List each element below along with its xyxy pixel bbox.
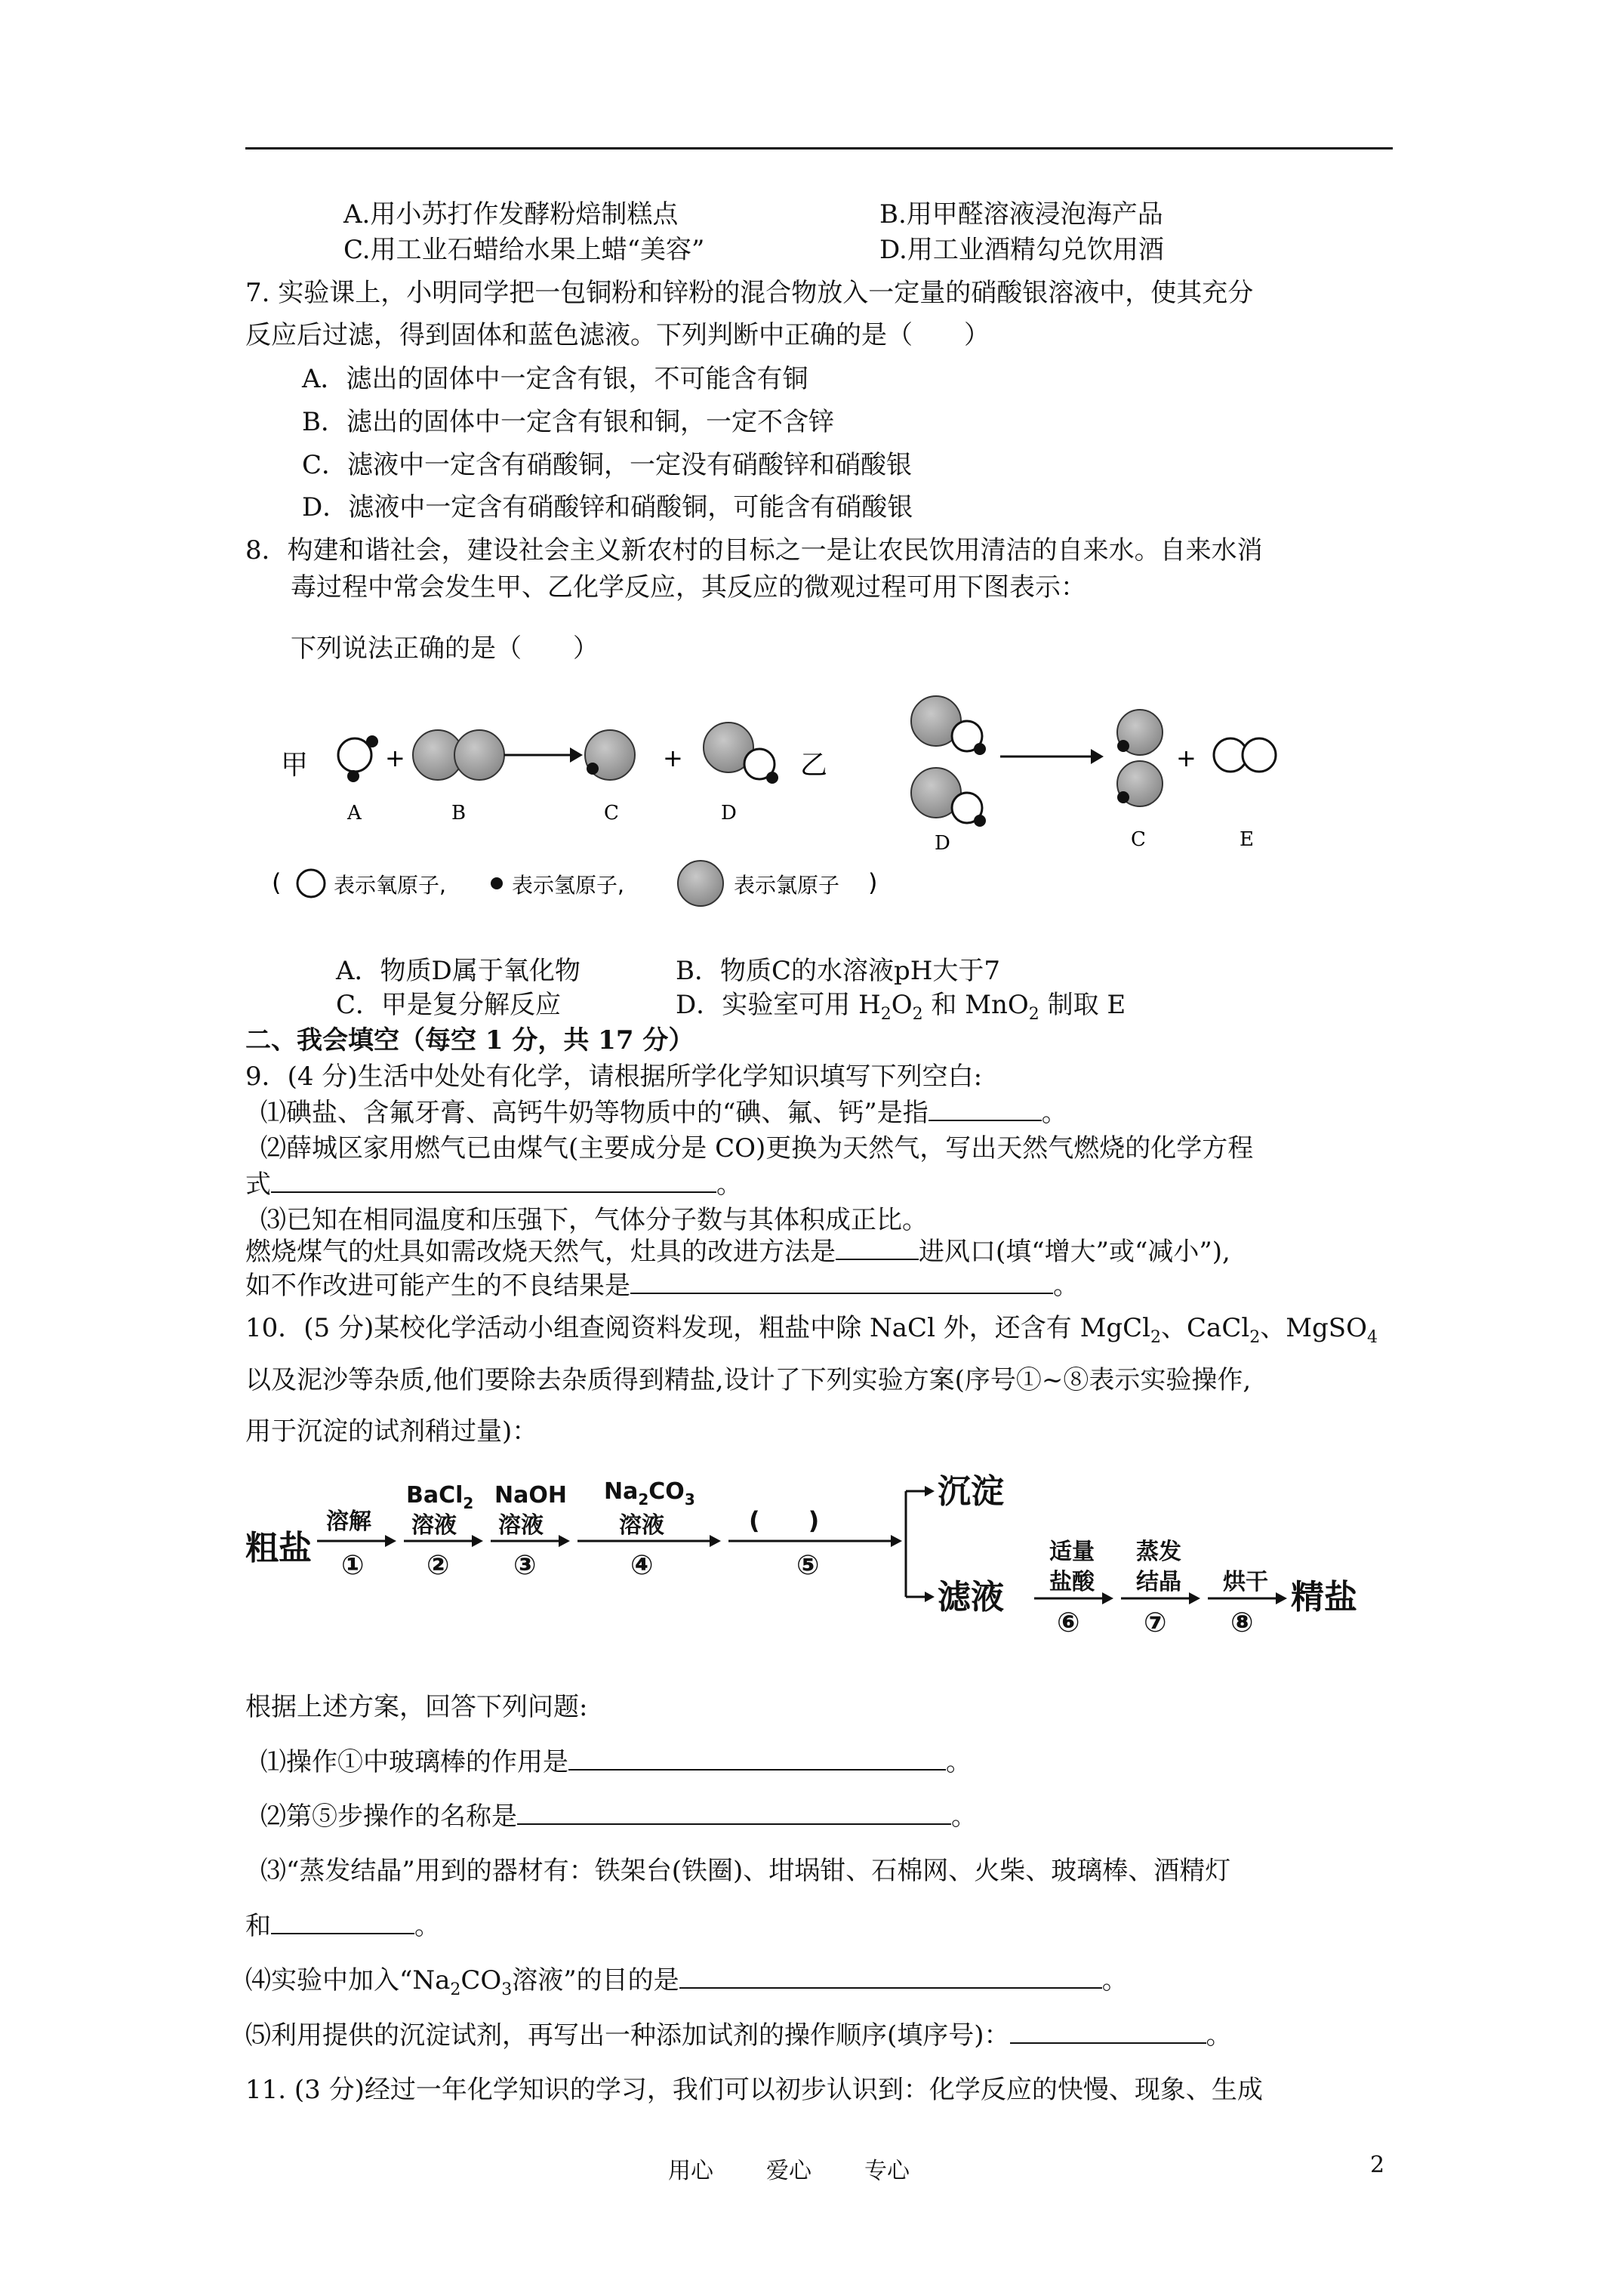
molecule-d	[704, 723, 778, 784]
flow-step4-solution: 溶液	[619, 1512, 664, 1539]
q10-question4: ⑷实验中加入“$Na_2CO_3$溶液”的目的是 。	[245, 1965, 1128, 1999]
label-c: C	[604, 802, 619, 824]
plus-2: +	[663, 744, 683, 772]
q9-blank3[interactable]	[836, 1236, 919, 1260]
molecule-c	[585, 730, 635, 780]
q9-blank4[interactable]	[630, 1270, 1053, 1294]
flow-filtrate: 滤液	[938, 1578, 1004, 1616]
q6-option-b: B.用甲醛溶液浸泡海产品	[879, 199, 1163, 230]
flow-step3-reagent: NaOH	[494, 1482, 567, 1509]
footer-motto-2: 爱心	[766, 2158, 812, 2184]
q8-option-b: B．物质C的水溶液pH大于7	[676, 956, 1001, 986]
label-yi: 乙	[800, 750, 828, 781]
plus-3: +	[1176, 744, 1196, 772]
label-b: B	[451, 802, 467, 824]
reaction-diagram-svg	[272, 680, 1298, 936]
label-d2: D	[935, 832, 950, 855]
q10-question3-line2: 和 。	[245, 1911, 440, 1941]
flow-step7-label1: 蒸发	[1136, 1539, 1181, 1565]
arrow-jia-head	[570, 747, 583, 763]
q9-blank1[interactable]	[929, 1097, 1042, 1121]
molecule-c-top	[1117, 710, 1163, 755]
legend-open-paren: (	[272, 868, 282, 897]
q10-question5: ⑸利用提供的沉淀试剂，再写出一种添加试剂的操作顺序(填序号)： 。	[245, 2020, 1232, 2051]
q9-part3: ⑶已知在相同温度和压强下，气体分子数与其体积成正比。	[260, 1205, 928, 1235]
flow-step1-num: ①	[341, 1550, 365, 1581]
section-title: 二、我会填空（每空 1 分，共 17 分）	[245, 1025, 694, 1056]
q7-option-d: D．滤液中一定含有硝酸锌和硝酸铜，可能含有硝酸银	[302, 492, 913, 522]
label-c2: C	[1131, 828, 1146, 851]
flow-step2-num: ②	[427, 1550, 450, 1581]
flow-crude-salt: 粗盐	[245, 1529, 312, 1567]
q6-option-a: A.用小苏打作发酵粉焙制糕点	[343, 199, 679, 230]
page-number: 2	[1370, 2152, 1385, 2178]
label-d: D	[721, 802, 737, 824]
q9-part3-line3: 如不作改进可能产生的不良结果是 。	[245, 1271, 1079, 1301]
q10-blank1[interactable]	[568, 1746, 946, 1771]
flow-step8-label: 烘干	[1223, 1569, 1268, 1595]
purification-flowchart	[242, 1469, 1404, 1665]
q8-option-d: D．实验室可用 $H_2O_2$ 和 MnO$_2$ 制取 E	[676, 990, 1126, 1024]
q9-part1: ⑴碘盐、含氟牙膏、高钙牛奶等物质中的“碘、氟、钙”是指 。	[260, 1098, 1067, 1128]
q8-option-c: C．甲是复分解反应	[336, 990, 562, 1020]
flow-refined-salt: 精盐	[1291, 1578, 1357, 1616]
molecule-c-bottom	[1117, 761, 1163, 806]
q9-blank2[interactable]	[271, 1169, 716, 1193]
q9-part2-line2: 式 。	[245, 1170, 742, 1200]
header-rule	[245, 147, 1393, 149]
flow-step5-blank: ( )	[749, 1506, 820, 1535]
q10-stem-line2: 以及泥沙等杂质,他们要除去杂质得到精盐,设计了下列实验方案(序号①~⑧表示实验操作,	[245, 1365, 1252, 1395]
q10-blank2[interactable]	[517, 1801, 951, 1825]
q10-blank4[interactable]	[679, 1965, 1102, 1989]
q9-part2-line1: ⑵薛城区家用燃气已由煤气(主要成分是 CO)更换为天然气，写出天然气燃烧的化学方程	[260, 1133, 1254, 1163]
flow-step2-solution: 溶液	[411, 1512, 457, 1539]
q10-question3: ⑶“蒸发结晶”用到的器材有：铁架台(铁圈)、坩埚钳、石棉网、火柴、玻璃棒、酒精灯	[260, 1856, 1231, 1886]
molecule-d-top	[911, 696, 986, 755]
reaction-diagram	[272, 680, 1298, 936]
q10-stem-line3: 用于沉淀的试剂稍过量)：	[245, 1416, 538, 1447]
q6-option-c: C.用工业石蜡给水果上蜡“美容”	[343, 235, 705, 265]
legend-close-paren: )	[868, 868, 878, 897]
q10-blank5[interactable]	[1010, 2020, 1206, 2044]
q11-stem: 11. (3 分)经过一年化学知识的学习，我们可以初步认识到：化学反应的快慢、现象、生成	[245, 2075, 1263, 2105]
molecule-a	[338, 735, 378, 782]
q9-part3-line2: 燃烧煤气的灶具如需改烧天然气，灶具的改进方法是 进风口(填“增大”或“减小”),	[245, 1237, 1230, 1267]
flow-step4-reagent: $Na_2CO_3$	[604, 1478, 695, 1509]
q8-prompt: 下列说法正确的是（ ）	[291, 633, 599, 664]
flow-step3-num: ③	[513, 1550, 537, 1581]
arrow-yi-head	[1091, 749, 1104, 764]
flow-step1-label: 溶解	[326, 1509, 371, 1535]
molecule-d-bottom	[911, 768, 986, 827]
flow-precipitate: 沉淀	[938, 1472, 1004, 1511]
label-jia: 甲	[281, 750, 309, 781]
flowchart-svg	[242, 1469, 1404, 1665]
flow-step5-num: ⑤	[796, 1550, 820, 1581]
q10-blank3[interactable]	[271, 1910, 414, 1934]
legend-oxygen-text: 表示氧原子,	[334, 873, 446, 898]
plus-1: +	[385, 744, 405, 772]
legend-chlorine-text: 表示氯原子	[734, 873, 840, 898]
flow-step3-solution: 溶液	[498, 1512, 544, 1539]
flow-step8-num: ⑧	[1230, 1607, 1254, 1638]
q7-option-c: C．滤液中一定含有硝酸铜，一定没有硝酸锌和硝酸银	[302, 450, 913, 480]
q8-stem-line2: 毒过程中常会发生甲、乙化学反应，其反应的微观过程可用下图表示：	[291, 572, 1086, 603]
q10-question1: ⑴操作①中玻璃棒的作用是 。	[260, 1747, 972, 1777]
flow-step6-label2: 盐酸	[1049, 1569, 1095, 1595]
q7-option-b: B．滤出的固体中一定含有银和铜，一定不含锌	[302, 407, 834, 437]
q7-stem-line2: 反应后过滤，得到固体和蓝色滤液。下列判断中正确的是（ ）	[245, 320, 990, 350]
footer-motto-3: 专心	[864, 2158, 910, 2184]
label-a: A	[347, 802, 362, 824]
q8-stem-line1: 8．构建和谐社会，建设社会主义新农村的目标之一是让农民饮用清洁的自来水。自来水消	[245, 535, 1263, 566]
q8-option-a: A．物质D属于氧化物	[336, 956, 581, 986]
flow-step6-label1: 适量	[1049, 1539, 1095, 1565]
molecule-e	[1214, 738, 1276, 772]
q10-stem-line1: 10．(5 分)某校化学活动小组查阅资料发现，粗盐中除 NaCl 外，还含有 MgCl$_2$、CaCl$_2$、MgSO$_4$	[245, 1313, 1378, 1347]
q10-question2: ⑵第⑤步操作的名称是 。	[260, 1801, 977, 1832]
molecule-b	[413, 730, 504, 780]
q9-stem: 9．(4 分)生活中处处有化学，请根据所学化学知识填写下列空白:	[245, 1062, 983, 1092]
q7-stem-line1: 7. 实验课上，小明同学把一包铜粉和锌粉的混合物放入一定量的硝酸银溶液中，使其充分	[245, 278, 1254, 308]
footer-motto-1: 用心	[668, 2158, 713, 2184]
flow-step6-num: ⑥	[1057, 1607, 1080, 1638]
q7-option-a: A．滤出的固体中一定含有银，不可能含有铜	[302, 364, 808, 394]
legend-hydrogen-icon	[491, 877, 503, 889]
q10-answer-intro: 根据上述方案，回答下列问题:	[245, 1692, 588, 1722]
legend-hydrogen-text: 表示氢原子,	[512, 873, 624, 898]
legend-oxygen-icon	[297, 870, 325, 897]
flow-step2-reagent: BaCl$_2$	[406, 1482, 474, 1512]
flow-step4-num: ④	[630, 1550, 654, 1581]
legend-chlorine-icon	[678, 861, 723, 906]
flow-step7-label2: 结晶	[1136, 1569, 1181, 1595]
flow-step7-num: ⑦	[1144, 1607, 1167, 1638]
q6-option-d: D.用工业酒精勾兑饮用酒	[879, 235, 1164, 265]
label-e: E	[1240, 828, 1254, 851]
